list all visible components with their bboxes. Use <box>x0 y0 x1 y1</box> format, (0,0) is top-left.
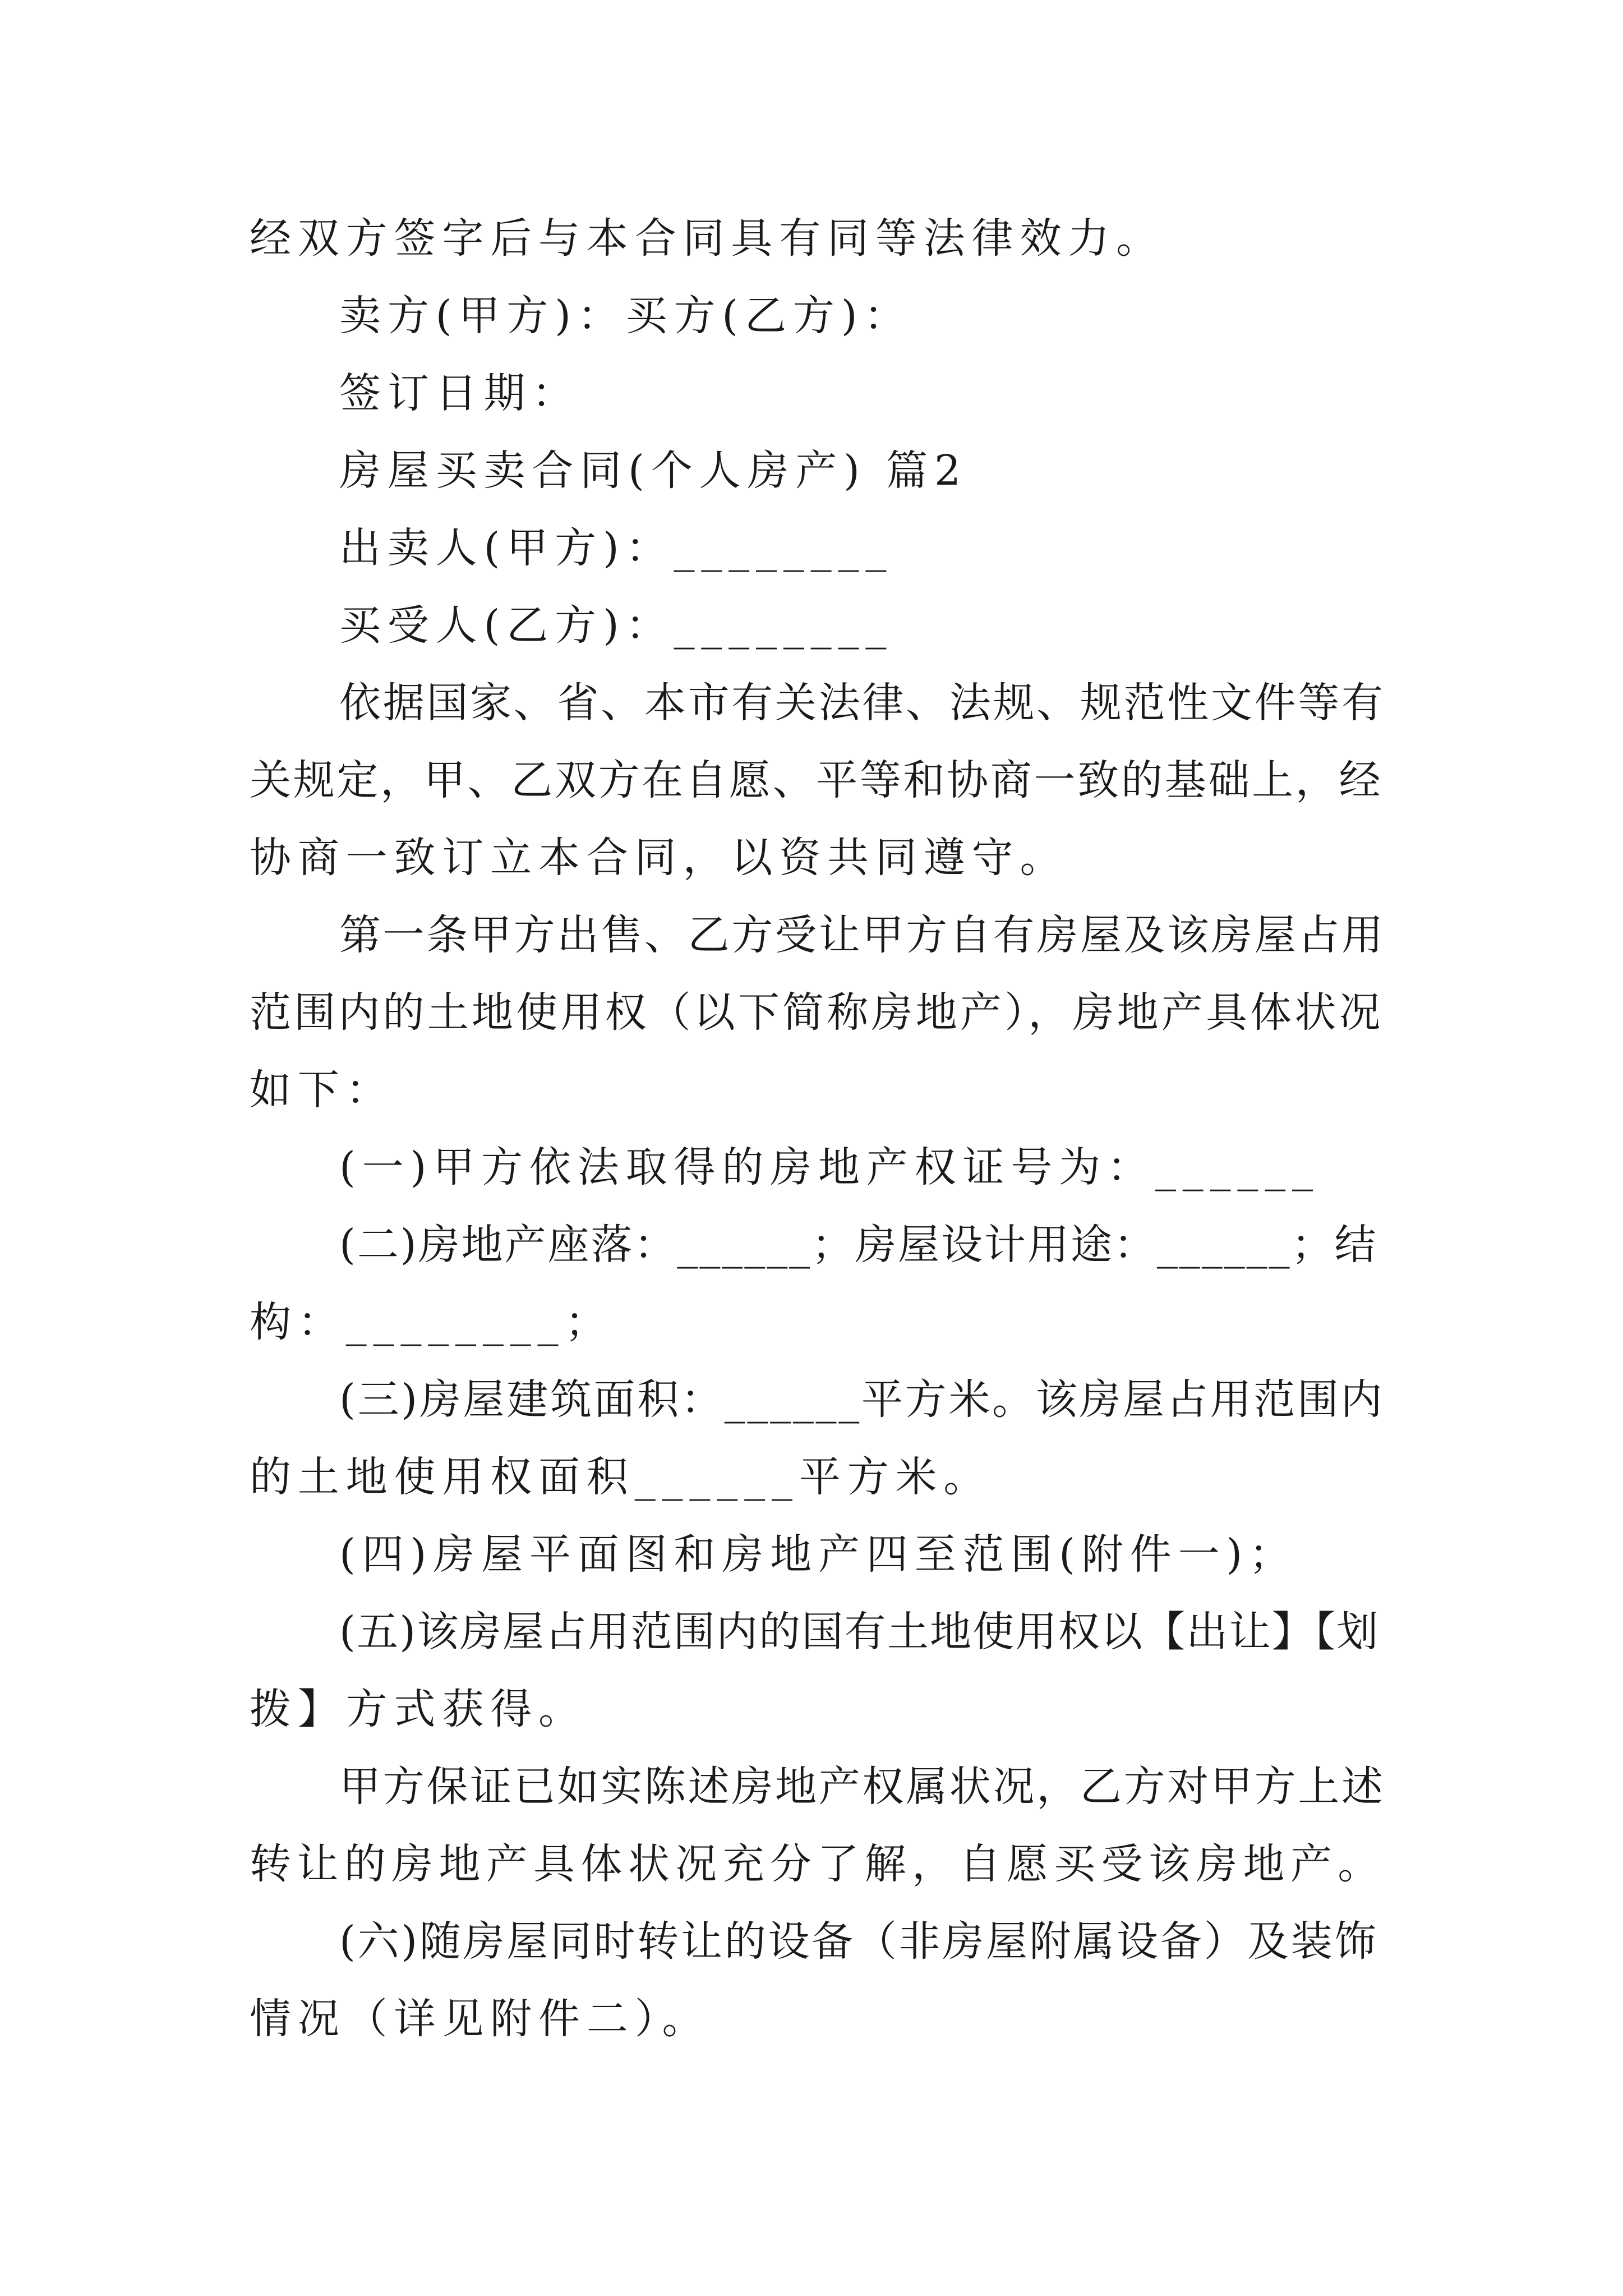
text-line: 甲方保证已如实陈述房地产权属状况，乙方对甲方上述 <box>339 1763 1385 1811</box>
text-line: (五)该房屋占用范围内的国有土地使用权以【出让】【划 <box>339 1608 1380 1656</box>
section-heading: 房屋买卖合同(个人房产) 篇2 <box>339 447 967 495</box>
text-line: 卖方(甲方)：买方(乙方)： <box>339 292 912 340</box>
text-line: 转让的房地产具体状况充分了解，自愿买受该房地产。 <box>250 1840 1385 1888</box>
text-line: 签订日期： <box>339 369 580 417</box>
text-line: 范围内的土地使用权（以下简称房地产），房地产具体状况 <box>250 988 1384 1037</box>
text-line: (三)房屋建筑面积：______平方米。该房屋占用范围内 <box>339 1375 1385 1424</box>
text-line: (一)甲方依法取得的房地产权证号为：______ <box>339 1143 1320 1191</box>
text-line: 协商一致订立本合同，以资共同遵守。 <box>250 834 1068 882</box>
text-line: (二)房地产座落：______；房屋设计用途：______；结 <box>339 1221 1378 1269</box>
text-line: 拨】方式获得。 <box>250 1685 587 1733</box>
text-line: 经双方签字后与本合同具有同等法律效力。 <box>250 214 1164 263</box>
text-line: 的土地使用权面积______平方米。 <box>250 1453 992 1501</box>
text-line: 如下： <box>250 1066 394 1114</box>
text-line: 关规定，甲、乙双方在自愿、平等和协商一致的基础上，经 <box>250 756 1383 804</box>
text-line: 买受人(乙方)：________ <box>339 601 893 650</box>
text-line: (四)房屋平面图和房地产四至范围(附件一)； <box>339 1530 1297 1579</box>
text-line: 第一条甲方出售、乙方受让甲方自有房屋及该房屋占用 <box>339 911 1385 959</box>
text-line: 依据国家、省、本市有关法律、法规、规范性文件等有 <box>339 679 1385 727</box>
text-line: 情况（详见附件二）。 <box>250 1995 711 2043</box>
text-line: 出卖人(甲方)：________ <box>339 524 893 572</box>
text-line: (六)随房屋同时转让的设备（非房屋附属设备）及装饰 <box>339 1917 1378 1966</box>
text-line: 构：________； <box>250 1298 614 1346</box>
